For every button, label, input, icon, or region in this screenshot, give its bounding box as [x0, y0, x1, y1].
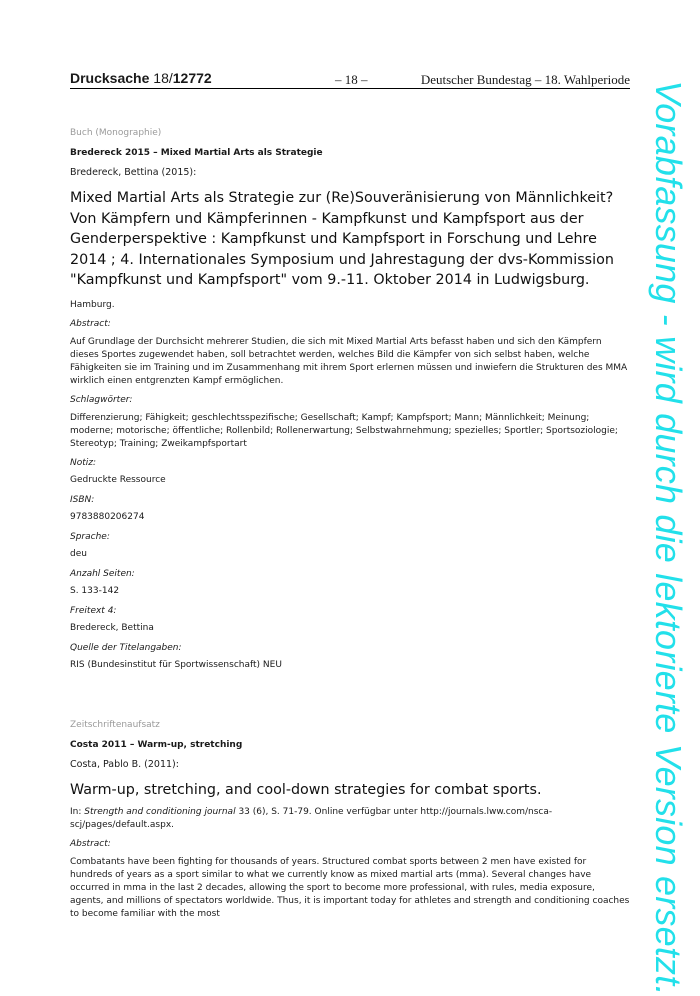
field-value: 9783880206274: [70, 511, 145, 522]
entry-abstract: Combatants have been fighting for thousands of years. Structured combat sports between 2 men have existed for hundreds of years as a sport similar to what we currently know as mixed martial arts (mma). Several changes have occurred in mma in the last 2 decades, allowing the sport to become more professional, with rules, media exposure, agents, and millions of spectators worldwide. Thus, it is important today for athletes and strength and conditioning coaches to become familiar with the most: [70, 856, 630, 919]
field-value: deu: [70, 548, 87, 559]
entry-bredereck: [70, 128, 630, 670]
field-label: Quelle der Titelangaben:: [70, 642, 182, 653]
entry-type: Buch (Monographie): [70, 128, 162, 138]
field-label: ISBN:: [70, 494, 95, 505]
entry-type: Zeitschriftenaufsatz: [70, 719, 160, 730]
journal-name: Strength and conditioning journal: [84, 806, 236, 817]
entry-source: [70, 806, 630, 832]
field-value: RIS (Bundesinstitut für Sportwissenschaft) NEU: [70, 659, 282, 670]
field-value: S. 133-142: [70, 585, 120, 596]
field-label: Sprache:: [70, 531, 110, 542]
entry-keywords: Differenzierung; Fähigkeit; geschlechtsspezifische; Gesellschaft; Kampf; Kampfsport; Mann; Männlichkeit; Meinung; moderne; motorische; öffentliche; Rollenbild; Rollenerwartung; Selbstwahrnehmung; spezielles; Sportler; Sportsoziologie; Stereotyp; Training; Zweikampfsportart: [70, 412, 618, 449]
bibliography: [70, 128, 630, 928]
draft-watermark: Vorabfassung - wird durch die lektorierte Version ersetzt.: [648, 80, 689, 996]
keywords-label: Schlagwörter:: [70, 394, 133, 405]
source-prefix: In:: [70, 806, 85, 817]
entry-key: Bredereck 2015 – Mixed Martial Arts als Strategie: [70, 148, 323, 158]
page-header: [70, 70, 630, 89]
entry-title: Warm-up, stretching, and cool-down strategies for combat sports.: [70, 781, 542, 798]
field-label: Freitext 4:: [70, 605, 117, 616]
entry-title: Mixed Martial Arts als Strategie zur (Re)Souveränisierung von Männlichkeit? Von Kämpfern und Kämpferinnen - Kampfkunst und Kampfsport aus der Genderperspektive : Kampfkunst und Kampfsport in Forschung und Lehre 2014 ; 4. Internationales Symposium und Jahrestagung der dvs-Kommission "Kampfkunst und Kampfsport" vom 9.-11. Oktober 2014 in Ludwigsburg.: [70, 190, 614, 288]
entry-author: Bredereck, Bettina (2015):: [70, 167, 197, 178]
entry-key: Costa 2011 – Warm-up, stretching: [70, 739, 243, 750]
field-label: Anzahl Seiten:: [70, 568, 135, 579]
field-value: Bredereck, Bettina: [70, 622, 154, 633]
field-value: Gedruckte Ressource: [70, 474, 166, 485]
page-number: – 18 –: [335, 72, 368, 87]
entry-costa: [70, 720, 630, 921]
field-label: Notiz:: [70, 457, 97, 468]
institution: Deutscher Bundestag – 18. Wahlperiode: [420, 72, 630, 87]
doc-number: 12772: [172, 70, 212, 86]
entry-author: Costa, Pablo B. (2011):: [70, 758, 179, 770]
abstract-label: Abstract:: [70, 318, 111, 329]
doc-label: Drucksache: [70, 70, 150, 86]
abstract-label: Abstract:: [70, 838, 111, 849]
entry-place: Hamburg.: [70, 299, 115, 310]
document-number: [70, 70, 212, 86]
source-details: 33 (6), S. 71-79. Online verfügbar unter http://journals.lww.com/nsca-scj/pages/default.aspx.: [70, 806, 553, 830]
doc-number-prefix: 18/: [153, 70, 173, 86]
entry-abstract: Auf Grundlage der Durchsicht mehrerer Studien, die sich mit Mixed Martial Arts befasst haben und sich den Kämpfern dieses Sportes zugewendet haben, soll betrachtet werden, welches Bild die Kämpfer von sich selbst haben, welche Fähigkeiten sie im Training und im Zusammenhang mit ihrem Sport erlernen müssen und inwiefern die Strukturen des MMA wirklich einen entgrenzten Kampf ermöglichen.: [70, 336, 628, 386]
